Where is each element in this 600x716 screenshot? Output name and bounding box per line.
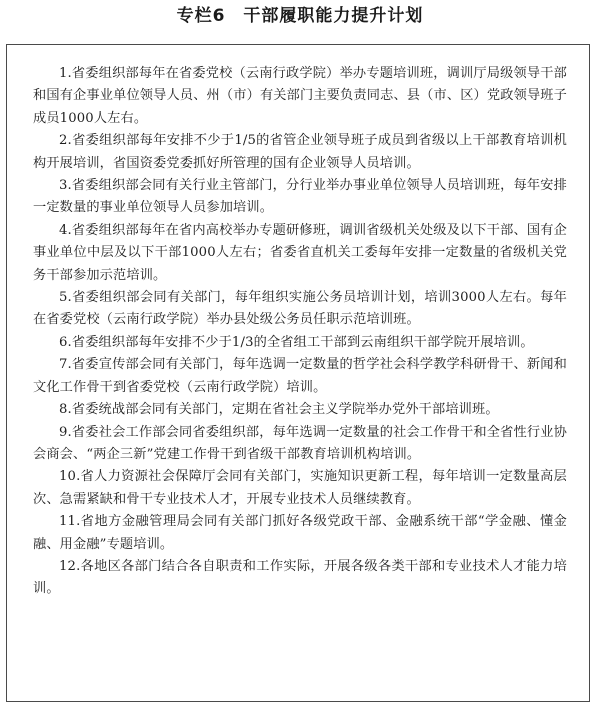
column-title: 专栏6 干部履职能力提升计划 — [176, 6, 424, 26]
plan-item-6: 6.省委组织部每年安排不少于1/3的全省组工干部到云南组织干部学院开展培训。 — [59, 334, 534, 350]
plan-item-2: 2.省委组织部每年安排不少于1/5的省管企业领导班子成员到省级以上干部教育培训机构开展培训，省国资委党委抓好所管理的国有企业领导人员培训。 — [33, 133, 567, 171]
plan-item-9: 9.省委社会工作部会同省委组织部，每年选调一定数量的社会工作骨干和全省性行业协会商会、“两企三新”党建工作骨干到省级干部教育培训机构培训。 — [33, 424, 567, 462]
plan-item-4: 4.省委组织部每年在省内高校举办专题研修班，调训省级机关处级及以下干部、国有企事业单位中层及以下干部1000人左右；省委省直机关工委每年安排一定数量的省级机关党务干部参加示范培训。 — [33, 222, 567, 283]
plan-item-8: 8.省委统战部会同有关部门，定期在省社会主义学院举办党外干部培训班。 — [59, 402, 499, 418]
plan-box — [6, 44, 590, 702]
plan-item-5: 5.省委组织部会同有关部门，每年组织实施公务员培训计划，培训3000人左右。每年在省委党校（云南行政学院）举办县处级公务员任职示范培训班。 — [33, 290, 567, 328]
plan-item-1: 1.省委组织部每年在省委党校（云南行政学院）举办专题培训班，调训厅局级领导干部和国有企事业单位领导人员、州（市）有关部门主要负责同志、县（市、区）党政领导班子成员1000人左右。 — [33, 66, 567, 126]
plan-item-10: 10.省人力资源社会保障厅会同有关部门，实施知识更新工程，每年培训一定数量高层次、急需紧缺和骨干专业技术人才，开展专业技术人员继续教育。 — [33, 469, 567, 507]
plan-item-11: 11.省地方金融管理局会同有关部门抓好各级党政干部、金融系统干部“学金融、懂金融、用金融”专题培训。 — [33, 514, 567, 552]
plan-item-3: 3.省委组织部会同有关行业主管部门，分行业举办事业单位领导人员培训班，每年安排一定数量的事业单位领导人员参加培训。 — [33, 178, 567, 216]
plan-item-7: 7.省委宣传部会同有关部门，每年选调一定数量的哲学社会科学教学科研骨干、新闻和文化工作骨干到省委党校（云南行政学院）培训。 — [33, 357, 567, 395]
plan-item-12: 12.各地区各部门结合各自职责和工作实际，开展各级各类干部和专业技术人才能力培训。 — [33, 558, 567, 597]
